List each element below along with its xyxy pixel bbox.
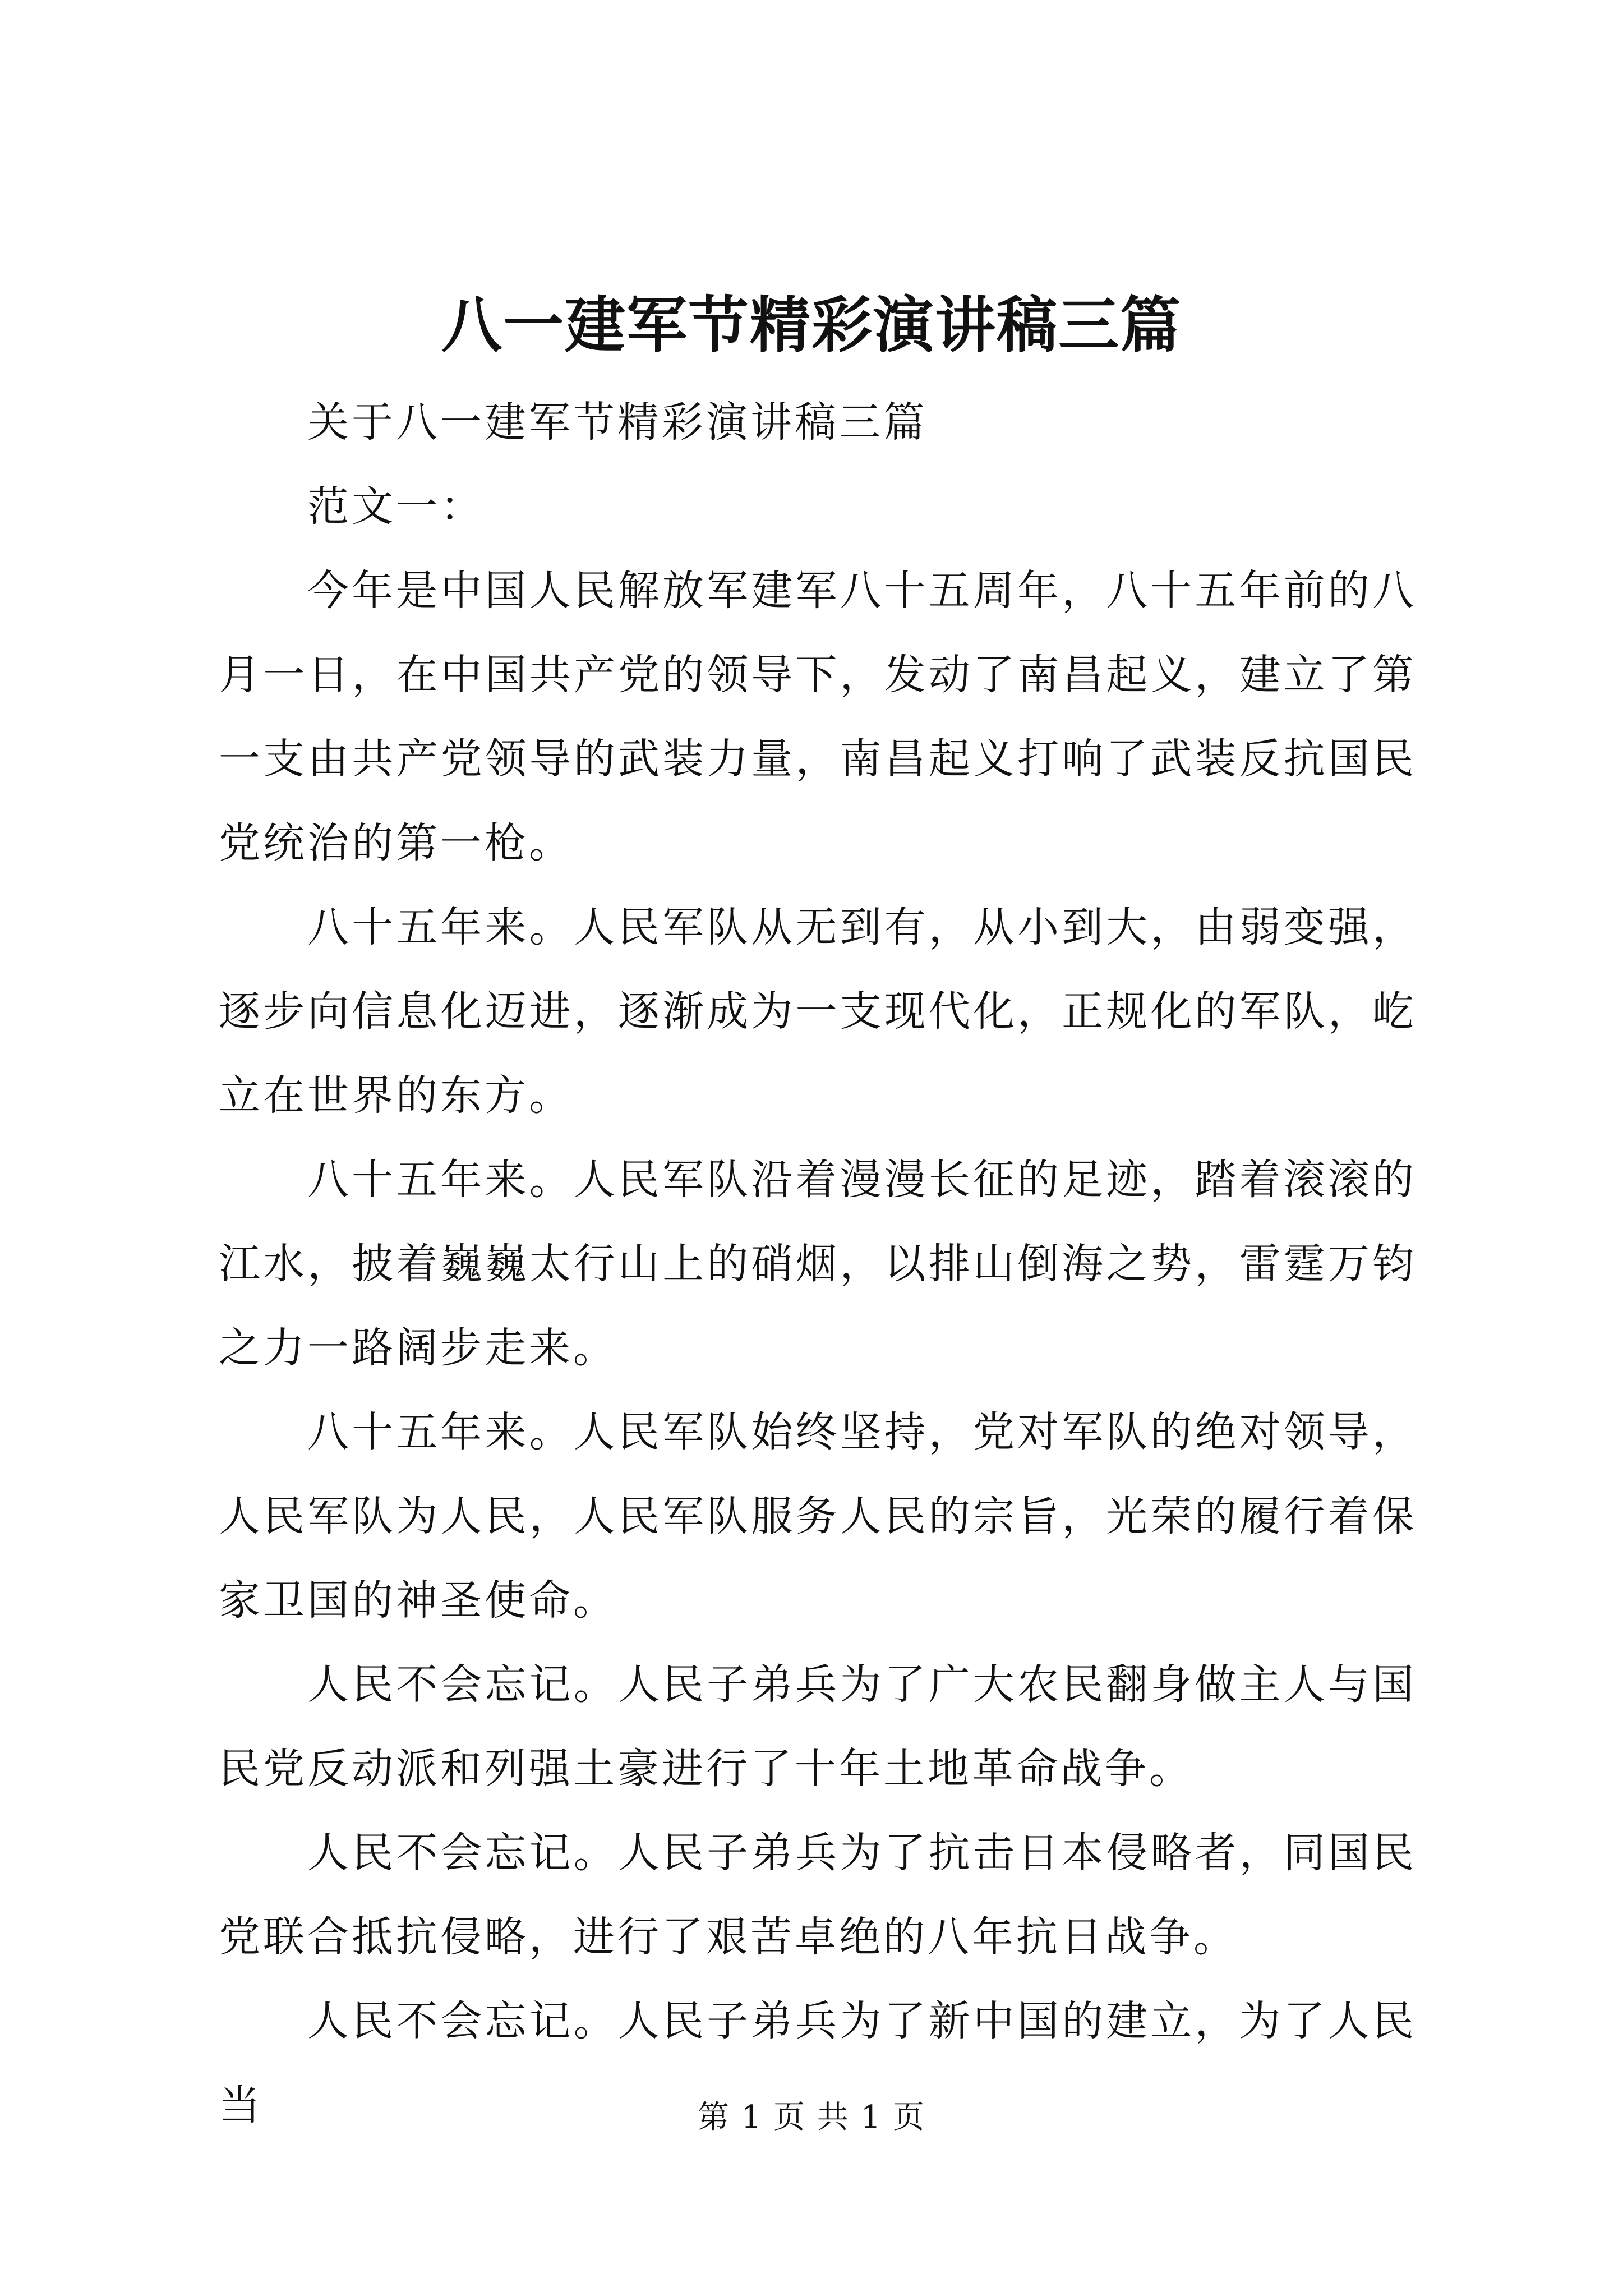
paragraph: 八十五年来。人民军队始终坚持，党对军队的绝对领导，人民军队为人民，人民军队服务人民的宗旨，光荣的履行着保家卫国的神圣使命。 [219,1408,1417,1625]
paragraph: 人民不会忘记。人民子弟兵为了新中国的建立，为了人民当 [219,1997,1417,2129]
paragraph-section-label: 范文一： [307,482,485,531]
paragraph-subtitle: 关于八一建军节精彩演讲稿三篇 [307,398,928,447]
paragraph: 人民不会忘记。人民子弟兵为了广大农民翻身做主人与国民党反动派和列强土豪进行了十年土地革命战争。 [219,1660,1417,1793]
paragraph: 八十五年来。人民军队沿着漫漫长征的足迹，踏着滚滚的江水，披着巍巍太行山上的硝烟，以排山倒海之势，雷霆万钧之力一路阔步走来。 [219,1156,1417,1372]
paragraph: 人民不会忘记。人民子弟兵为了抗击日本侵略者，同国民党联合抵抗侵略，进行了艰苦卓绝的八年抗日战争。 [219,1829,1417,1961]
paragraph: 今年是中国人民解放军建军八十五周年，八十五年前的八月一日，在中国共产党的领导下，发动了南昌起义，建立了第一支由共产党领导的武装力量，南昌起义打响了武装反抗国民党统治的第一枪。 [219,567,1417,867]
document-body [219,380,1417,2147]
page-footer: 第 1 页 共 1 页 [697,2099,926,2136]
document-title: 八一建军节精彩演讲稿三篇 [441,290,1182,361]
paragraph: 八十五年来。人民军队从无到有，从小到大，由弱变强，逐步向信息化迈进，逐渐成为一支现代化，正规化的军队，屹立在世界的东方。 [219,903,1417,1120]
